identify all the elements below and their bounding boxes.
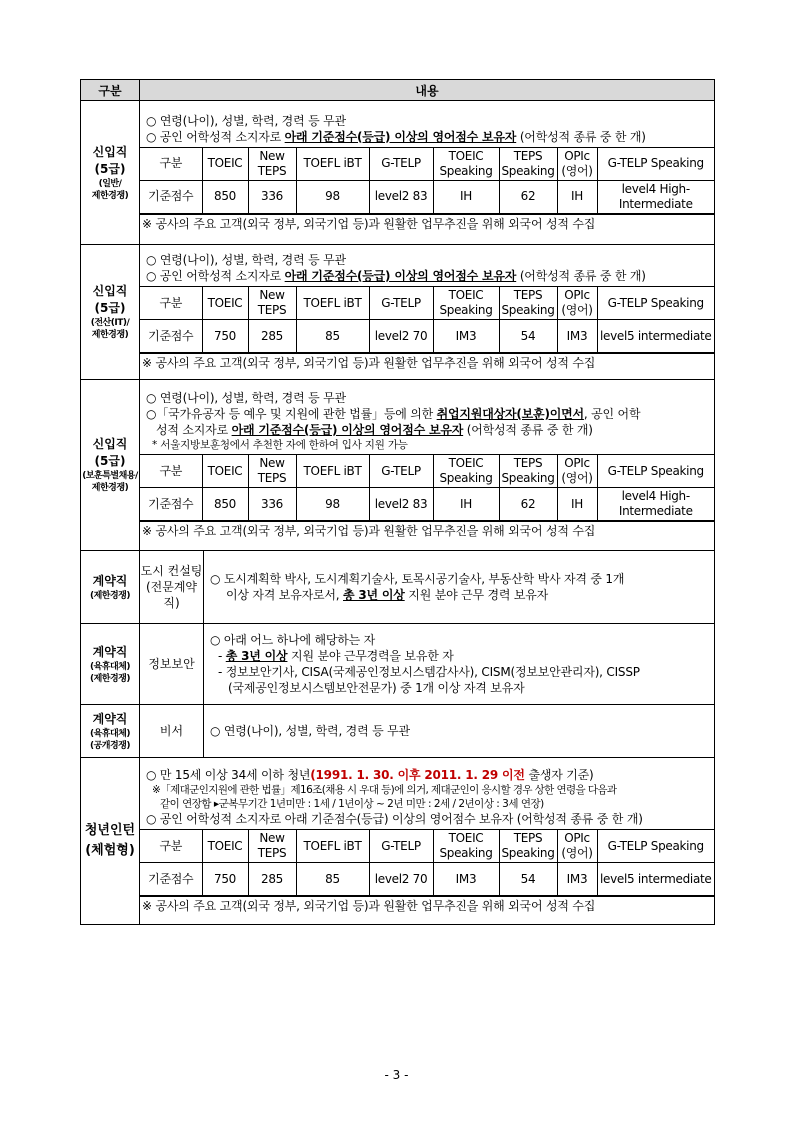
section-new-hire-general [81,101,715,245]
score-value: level5 intermediate [597,863,714,896]
category-cell [81,705,140,758]
score-value: 750 [202,863,248,896]
score-label: 기준점수 [140,488,202,521]
score-header: G-TELP Speaking [597,147,714,180]
score-value: 62 [499,488,557,521]
score-value: IM3 [433,320,499,353]
score-header: TOEIC Speaking [433,830,499,863]
score-header: TOEFL iBT [296,147,369,180]
note-line: 같이 연장함 ▸군복무기간 1년미만 : 1세 / 1년이상 ~ 2년 미만 : 2세 / 2년이상 : 3세 연장) [160,798,544,810]
section-youth-intern [81,758,715,925]
text: 지원 분야 근무 경력 보유자 [404,588,549,602]
score-header: TOEFL iBT [296,287,369,320]
category-title: 계약직 [92,711,128,726]
score-value: level4 High-Intermediate [597,180,714,213]
category-sub: (육휴대체) [89,728,130,739]
score-value: 98 [296,180,369,213]
category-title: 계약직 [92,644,128,659]
category-title: 계약직 [92,573,128,588]
content-cell [140,101,715,245]
category-cell [81,551,140,624]
category-cell [81,101,140,245]
section-new-hire-veterans [81,380,715,551]
score-value: 85 [296,863,369,896]
score-value: 750 [202,320,248,353]
category-sub: (제한경쟁) [89,590,130,601]
section-new-hire-it [81,245,715,380]
condition-line [140,129,714,145]
condition-line: (국제공인정보시스템보안전문가) 중 1개 이상 자격 보유자 [228,681,525,695]
emphasis: 아래 기준점수(등급) 이상의 영어점수 보유자 [231,423,464,437]
score-value: level2 70 [369,863,433,896]
category-sub: (체험형) [85,843,135,858]
score-value: 98 [296,488,369,521]
score-header: G-TELP [369,147,433,180]
score-header: TEPS Speaking [499,830,557,863]
field-cell [140,551,204,624]
recruitment-table [80,79,715,925]
score-value: level5 intermediate [597,320,714,353]
section-contract-secretary [81,705,715,758]
field-label: 도시 컨설팅 (전문계약직) [140,564,203,610]
score-value: level4 High-Intermediate [597,488,714,521]
emphasis: 총 3년 이상 [343,588,405,602]
score-header: TOEIC Speaking [433,455,499,488]
score-header: TOEIC [202,455,248,488]
score-header: TOEIC Speaking [433,147,499,180]
category-grade: (5급) [94,301,126,315]
score-value: 85 [296,320,369,353]
score-value: 336 [248,180,296,213]
text: ○ 만 15세 이상 34세 이하 청년 [146,768,311,782]
score-value: 285 [248,320,296,353]
score-header: G-TELP Speaking [597,287,714,320]
score-header: OPIc (영어) [557,455,597,488]
score-value-row [140,320,714,353]
footnote: ※ 공사의 주요 고객(외국 정부, 외국기업 등)과 원활한 업무추진을 위해 외국어 성적 수집 [140,896,714,915]
condition-line: ○ 연령(나이), 성별, 학력, 경력 등 무관 [146,113,346,128]
text: - [218,649,226,663]
category-sub: 제한경쟁) [91,483,129,493]
score-header: OPIc (영어) [557,287,597,320]
score-header: TOEFL iBT [296,455,369,488]
condition-line [204,648,714,664]
text: (어학성적 종류 중 한 개) [516,129,646,144]
score-header: TOEFL iBT [296,830,369,863]
text: (어학성적 종류 중 한 개) [463,423,593,437]
emphasis: 아래 기준점수(등급) 이상의 영어점수 보유자 [284,269,517,283]
emphasis: 아래 기준점수(등급) 이상의 영어점수 보유자 [284,129,517,144]
text: 지원 분야 근무경력을 보유한 자 [287,649,454,663]
score-header: New TEPS [248,455,296,488]
score-header: G-TELP Speaking [597,830,714,863]
content-cell [140,245,715,380]
score-header: TOEIC [202,830,248,863]
category-title: 신입직 [92,437,128,451]
category-title: 신입직 [92,144,128,159]
category-cell [81,245,140,380]
condition-line [140,767,714,783]
category-sub: (전산(IT)/ [90,318,130,328]
emphasis: 총 3년 이상 [225,649,288,663]
score-value: IM3 [557,320,597,353]
category-cell [81,758,140,925]
score-label: 기준점수 [140,863,202,896]
score-header: 구분 [140,455,202,488]
score-value: 54 [499,863,557,896]
category-sub: 제한경쟁) [91,330,129,340]
text: , 공인 어학 [583,407,641,421]
score-value-row [140,180,714,213]
score-label: 기준점수 [140,320,202,353]
header-content: 내용 [140,80,715,101]
category-cell [81,380,140,551]
score-value: IH [433,488,499,521]
score-header: OPIc (영어) [557,147,597,180]
score-value: 850 [202,488,248,521]
score-value: IH [433,180,499,213]
score-header: G-TELP Speaking [597,455,714,488]
score-value: IM3 [433,863,499,896]
score-value: 336 [248,488,296,521]
score-header: G-TELP [369,455,433,488]
score-header: 구분 [140,147,202,180]
score-header: TEPS Speaking [499,287,557,320]
score-value: level2 70 [369,320,433,353]
section-contract-urban [81,551,715,624]
score-header: TOEIC [202,287,248,320]
note-line: ※「제대군인지원에 관한 법률」제16조(채용 시 우대 등)에 의거, 제대군인이 응시할 경우 상한 연령을 다음과 [152,784,617,796]
score-header-row [140,287,714,320]
text: (어학성적 종류 중 한 개) [516,269,646,283]
score-header-row [140,147,714,180]
score-value: 850 [202,180,248,213]
condition-line: ○ 공인 어학성적 소지자로 아래 기준점수(등급) 이상의 영어점수 보유자 (어학성적 종류 중 한 개) [146,812,643,826]
score-label: 기준점수 [140,180,202,213]
condition-line: ○ 연령(나이), 성별, 학력, 경력 등 무관 [146,253,346,267]
content-cell [204,705,715,758]
score-value: 285 [248,863,296,896]
category-grade: (5급) [94,161,126,176]
text: ○ 공인 어학성적 소지자로 [146,269,285,283]
header-category: 구분 [81,80,140,101]
text: 성적 소지자로 [156,423,232,437]
content-cell [204,551,715,624]
score-header: 구분 [140,830,202,863]
footnote: ※ 공사의 주요 고객(외국 정부, 외국기업 등)과 원활한 업무추진을 위해 외국어 성적 수집 [140,214,714,233]
footnote: ※ 공사의 주요 고객(외국 정부, 외국기업 등)과 원활한 업무추진을 위해 외국어 성적 수집 [140,521,714,540]
condition-line [140,422,714,438]
score-header: New TEPS [248,147,296,180]
score-table [140,147,714,214]
condition-line: ○ 연령(나이), 성별, 학력, 경력 등 무관 [146,391,346,405]
condition-line: ○ 아래 어느 하나에 해당하는 자 [210,633,376,647]
score-value-row [140,488,714,521]
score-table [140,454,714,521]
condition-line [140,406,714,422]
emphasis: (1991. 1. 30. 이후 2011. 1. 29 이전 [310,768,525,782]
footnote: ※ 공사의 주요 고객(외국 정부, 외국기업 등)과 원활한 업무추진을 위해 외국어 성적 수집 [140,353,714,372]
score-header: TOEIC Speaking [433,287,499,320]
category-sub: (제한경쟁) [89,673,130,684]
field-label: 정보보안 [140,624,204,705]
score-value: IM3 [557,863,597,896]
score-header: TOEIC [202,147,248,180]
header-row [81,80,715,101]
condition-line [204,587,714,603]
score-value: 62 [499,180,557,213]
category-grade: (5급) [94,454,126,468]
page-number: - 3 - [384,1068,409,1082]
condition-line [140,268,714,284]
score-header: TEPS Speaking [499,147,557,180]
category-cell [81,624,140,705]
score-header-row [140,830,714,863]
condition-line: ○ 연령(나이), 성별, 학력, 경력 등 무관 [210,724,410,738]
category-sub: (보훈특별채용/ [82,471,138,481]
score-value: IH [557,488,597,521]
content-cell [204,624,715,705]
condition-line: ○ 도시계획학 박사, 도시계획기술사, 토목시공기술사, 부동산학 박사 자격 중 1개 [210,572,625,586]
note-line: * 서울지방보훈청에서 추천한 자에 한하여 입사 지원 가능 [152,439,408,451]
score-value: 54 [499,320,557,353]
score-header: New TEPS [248,830,296,863]
text: ○「국가유공자 등 예우 및 지원에 관한 법률」등에 의한 [146,407,437,421]
score-header: G-TELP [369,830,433,863]
score-value: level2 83 [369,488,433,521]
category-title: 신입직 [92,284,128,298]
text: ○ 공인 어학성적 소지자로 [146,129,285,144]
field-label: 비서 [140,705,204,758]
score-value: IH [557,180,597,213]
score-value-row [140,863,714,896]
category-sub: (육휴대체) [89,661,130,672]
emphasis: 취업지원대상자(보훈)이면서 [436,407,584,421]
score-table [140,286,714,353]
score-header: TEPS Speaking [499,455,557,488]
content-cell [140,758,715,925]
content-cell [140,380,715,551]
category-sub: (일반/ [98,178,122,189]
category-sub: (공개경쟁) [89,740,130,751]
text: 출생자 기준) [524,768,594,782]
score-header-row [140,455,714,488]
score-table [140,829,714,896]
category-title: 청년인턴 [84,823,136,838]
score-header: 구분 [140,287,202,320]
score-header: OPIc (영어) [557,830,597,863]
score-value: level2 83 [369,180,433,213]
condition-line: - 정보보안기사, CISA(국제공인정보시스템감사사), CISM(정보보안관리자), CISSP [218,665,640,679]
category-sub: 제한경쟁) [91,190,129,201]
score-header: New TEPS [248,287,296,320]
score-header: G-TELP [369,287,433,320]
text: 이상 자격 보유자로서, [226,588,343,602]
section-contract-security [81,624,715,705]
